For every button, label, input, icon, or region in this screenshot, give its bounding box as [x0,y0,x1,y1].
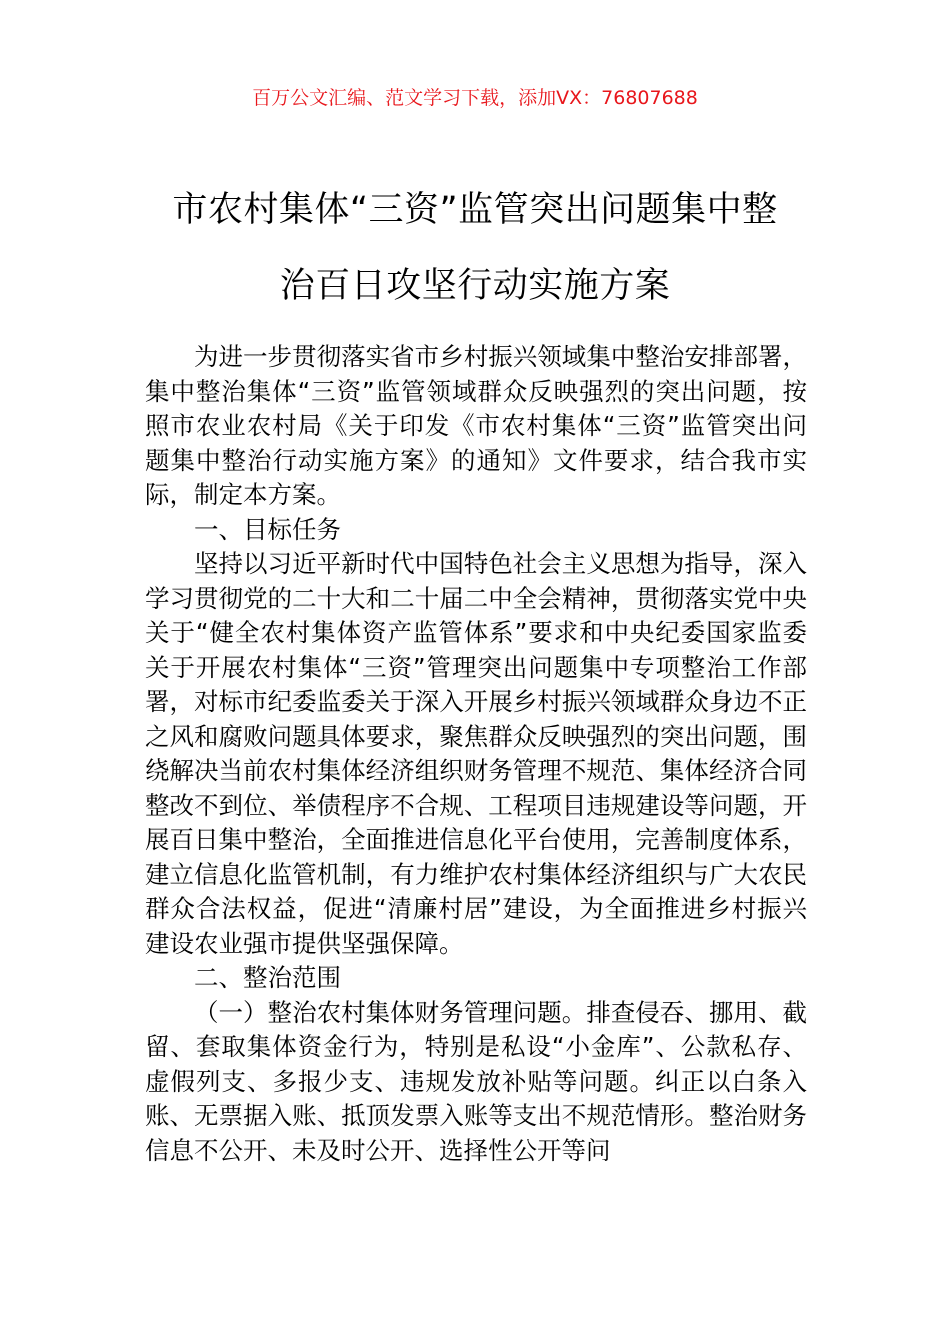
title-line-1: 市农村集体“三资”监管突出问题集中整 [172,190,778,230]
document-body [145,340,807,1168]
title-line-2: 治百日攻坚行动实施方案 [279,266,671,306]
section-1-paragraph: 坚持以习近平新时代中国特色社会主义思想为指导，深入学习贯彻党的二十大和二十届二中全会精神，贯彻落实党中央关于“健全农村集体资产监管体系”要求和中央纪委国家监委关于开展农村集体“三资”管理突出问题集中专项整治工作部署，对标市纪委监委关于深入开展乡村振兴领域群众身边不正之风和腐败问题具体要求，聚焦群众反映强烈的突出问题，围绕解决当前农村集体经济组织财务管理不规范、集体经济合同整改不到位、举债程序不合规、工程项目违规建设等问题，开展百日集中整治，全面推进信息化平台使用，完善制度体系，建立信息化监管机制，有力维护农村集体经济组织与广大农民群众合法权益，促进“清廉村居”建设，为全面推进乡村振兴建设农业强市提供坚强保障。 [145,549,807,958]
section-1-heading: 一、目标任务 [194,514,341,544]
intro-paragraph: 为进一步贯彻落实省市乡村振兴领域集中整治安排部署，集中整治集体“三资”监管领域群众反映强烈的突出问题，按照市农业农村局《关于印发《市农村集体“三资”监管突出问题集中整治行动实施方案》的通知》文件要求，结合我市实际，制定本方案。 [145,342,807,509]
section-2-heading: 二、整治范围 [194,963,341,992]
document-title [120,172,830,324]
section-2-item-1-paragraph: （一）整治农村集体财务管理问题。排查侵吞、挪用、截留、套取集体资金行为，特别是私设“小金库”、公款私存、虚假列支、多报少支、违规发放补贴等问题。纠正以白条入账、无票据入账、抵顶发票入账等支出不规范情形。整治财务信息不公开、未及时公开、选择性公开等问 [145,997,807,1165]
header-note: 百万公文汇编、范文学习下载，添加VX：76807688 [252,87,698,109]
